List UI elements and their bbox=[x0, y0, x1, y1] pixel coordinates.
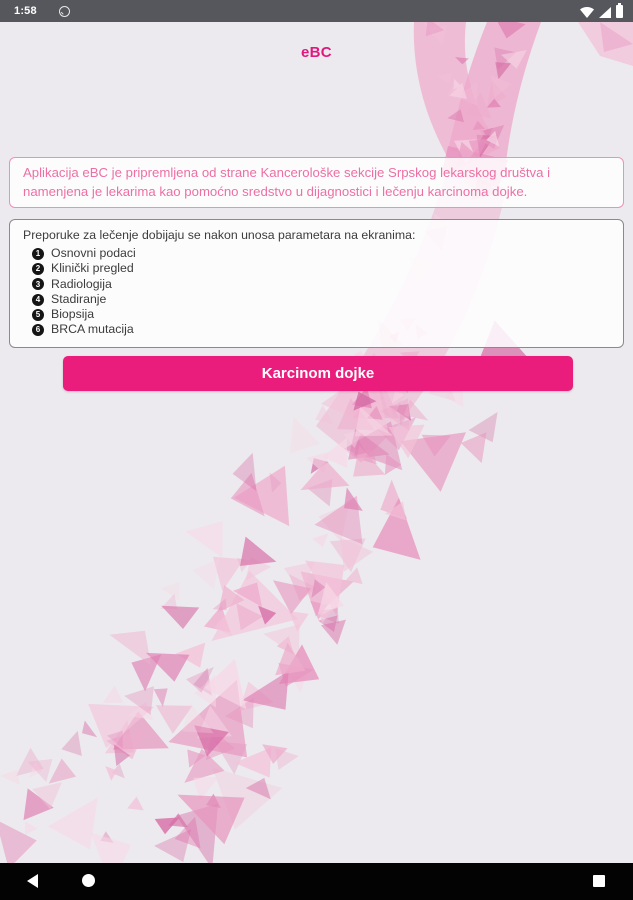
circled-number-icon: 1 bbox=[32, 248, 44, 260]
list-item bbox=[32, 261, 610, 276]
android-nav-bar bbox=[0, 863, 633, 900]
page-title: eBC bbox=[301, 44, 332, 61]
list-item bbox=[32, 277, 610, 292]
list-item-label: BRCA mutacija bbox=[51, 322, 134, 337]
circled-number-icon: 2 bbox=[32, 263, 44, 275]
list-item-label: Klinički pregled bbox=[51, 261, 134, 276]
karcinom-dojke-button[interactable] bbox=[63, 356, 573, 391]
parameter-screen-list bbox=[23, 246, 610, 338]
button-label: Karcinom dojke bbox=[261, 365, 375, 382]
list-item bbox=[32, 246, 610, 261]
circled-number-icon: 4 bbox=[32, 294, 44, 306]
pink-ribbon-background bbox=[0, 22, 633, 863]
list-item bbox=[32, 292, 610, 307]
cellular-signal-icon bbox=[599, 7, 611, 18]
status-bar bbox=[0, 0, 633, 22]
status-time: 1:58 bbox=[14, 5, 37, 17]
status-notification-icon bbox=[59, 6, 70, 17]
circled-number-icon: 3 bbox=[32, 278, 44, 290]
list-item-label: Stadiranje bbox=[51, 291, 107, 306]
list-item-label: Biopsija bbox=[51, 307, 95, 322]
info-card bbox=[9, 219, 624, 348]
circled-number-icon: 6 bbox=[32, 324, 44, 336]
home-button-icon[interactable] bbox=[82, 874, 95, 887]
recents-button-icon[interactable] bbox=[593, 875, 605, 887]
list-item bbox=[32, 322, 610, 337]
intro-card bbox=[9, 157, 624, 208]
list-item bbox=[32, 307, 610, 322]
intro-text: Aplikacija eBC je pripremljena od strane Kancerološke sekcije Srpskog lekarskog društva i namenjena je lekarima kao pomoćno sredstvo u dijagnostici i lečenju karcinoma dojke. bbox=[23, 165, 551, 199]
wifi-icon bbox=[580, 7, 594, 18]
back-button-icon[interactable] bbox=[27, 874, 38, 888]
info-heading: Preporuke za lečenje dobijaju se nakon unosa parametara na ekranima: bbox=[23, 228, 416, 242]
list-item-label: Radiologija bbox=[51, 276, 112, 291]
status-right-icons bbox=[580, 5, 623, 18]
battery-icon bbox=[616, 5, 623, 18]
list-item-label: Osnovni podaci bbox=[51, 246, 136, 260]
circled-number-icon: 5 bbox=[32, 309, 44, 321]
